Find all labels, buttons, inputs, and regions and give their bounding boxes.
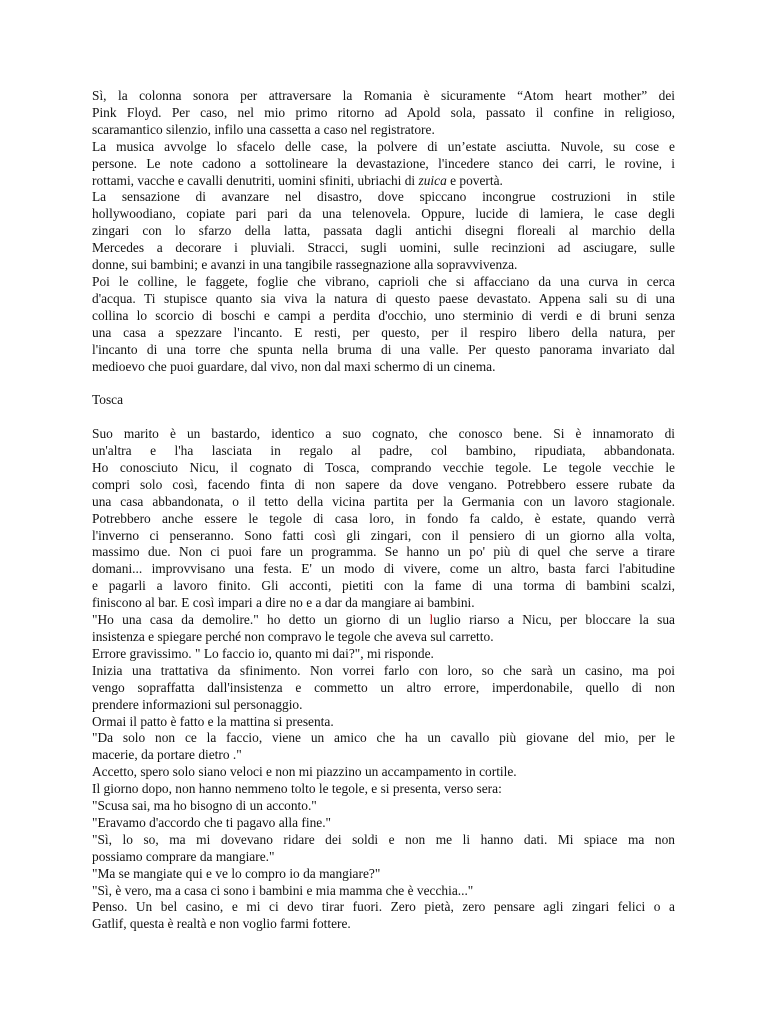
text-line: una casa abbandonata, o il tetto della vicina partita per la Germania con un lavoro stagionale. xyxy=(92,493,675,509)
text-line: Penso. Un bel casino, e mi ci devo tirar fuori. Zero pietà, zero pensare agli zingari felici o a xyxy=(92,899,675,915)
text-line: hollywoodiano, copiate pari pari da una telenovela. Oppure, lucide di lamiera, le case degli xyxy=(92,206,675,222)
text-line: donne, sui bambini; e avanzi in una tangibile rassegnazione alla sopravvivenza. xyxy=(92,257,518,273)
text-line: La musica avvolge lo sfacelo delle case, la polvere di un’estate asciutta. Nuvole, su cose e xyxy=(92,138,675,154)
text-line: possiamo comprare da mangiare." xyxy=(92,848,275,864)
text-line: Mercedes a decorare i pluviali. Stracci, sugli uomini, sulle recinzioni ad asciugare, sulle xyxy=(92,240,675,256)
text-line xyxy=(92,612,675,629)
text-line: scaramantico silenzio, infilo una cassetta a caso nel registratore. xyxy=(92,121,435,137)
text-line: una casa a spezzare l'incanto. E resti, per questo, per il respiro libero della natura, per xyxy=(92,324,675,340)
text-line: "Ma se mangiate qui e ve lo compro io da mangiare?" xyxy=(92,865,381,881)
spacer xyxy=(92,375,675,392)
text-line: Potrebbero anche essere le tegole di casa loro, in fondo fa caldo, è estate, quando verrà xyxy=(92,510,675,526)
text-line: l'inverno ci penseranno. Sono fatti così gli zingari, con il pensiero di un giorno alla volta, xyxy=(92,527,675,543)
text-fragment: e povertà. xyxy=(446,172,503,188)
text-line: macerie, da portare dietro ." xyxy=(92,747,242,763)
italic-word: zuica xyxy=(418,172,447,188)
text-line: d'acqua. Ti stupisce quanto sia viva la natura di questo paese devastato. Appena sali su di una xyxy=(92,290,675,306)
text-line: domani... improvvisano una festa. E' un modo di vivere, come un altro, basta farci l'abitudine xyxy=(92,561,675,577)
text-line: medioevo che puoi guardare, dal vivo, non dal maxi schermo di un cinema. xyxy=(92,358,496,374)
text-line: Ormai il patto è fatto e la mattina si presenta. xyxy=(92,713,334,729)
text-line: Accetto, spero solo siano veloci e non mi piazzino un accampamento in cortile. xyxy=(92,764,517,780)
text-line: Gatlif, questa è realtà e non voglio farmi fottere. xyxy=(92,916,351,932)
text-line: compri solo così, facendo finta di non sapere da dove vengano. Potrebbero essere rubate da xyxy=(92,476,675,492)
text-line: vengo sopraffatta dall'insistenza e commetto un altro errore, imperdonabile, quello di non xyxy=(92,679,675,695)
text-line: Ho conosciuto Nicu, il cognato di Tosca, comprando vecchie tegole. Le tegole vecchie le xyxy=(92,459,675,475)
document-body xyxy=(92,88,675,933)
text-line: "Sì, è vero, ma a casa ci sono i bambini e mia mamma che è vecchia..." xyxy=(92,882,474,898)
text-line: insistenza e spiegare perché non compravo le tegole che aveva sul carretto. xyxy=(92,628,494,644)
text-fragment: rottami, vacche e cavalli denutriti, uomini sfiniti, ubriachi di xyxy=(92,172,419,188)
text-line: Pink Floyd. Per caso, nel mio primo ritorno ad Apold sola, passato il confine in religioso, xyxy=(92,104,675,120)
text-line: Suo marito è un bastardo, identico a suo cognato, che conosco bene. Si è innamorato di xyxy=(92,426,675,442)
text-line: Sì, la colonna sonora per attraversare la Romania è sicuramente “Atom heart mother” dei xyxy=(92,88,675,103)
text-line: "Scusa sai, ma ho bisogno di un acconto." xyxy=(92,798,317,814)
text-line: collina lo scorcio di boschi e campi a perdita d'occhio, uno sterminio di verdi e di bruni senza xyxy=(92,307,675,323)
text-line: l'incanto di una torre che spunta nella bruma di una valle. Per questo panorama invariato dal xyxy=(92,341,675,357)
text-line: Poi le colline, le faggete, foglie che vibrano, caprioli che si affacciano da una curva in cerca xyxy=(92,273,675,289)
text-line: un'altra e l'ha lasciata in regalo al padre, col bambino, ripudiata, abbandonata. xyxy=(92,443,675,458)
text-line: finiscono al bar. E così impari a dire no e a dar da mangiare ai bambini. xyxy=(92,595,475,611)
text-line: "Eravamo d'accordo che ti pagavo alla fine." xyxy=(92,814,332,830)
text-line xyxy=(92,173,675,190)
text-line: "Sì, lo so, ma mi dovevano ridare dei soldi e non me li hanno dati. Mi spiace ma non xyxy=(92,831,675,847)
highlighted-letter: l xyxy=(429,612,434,628)
text-fragment: uglio riarso a Nicu, per bloccare la sua xyxy=(433,612,675,628)
text-line: La sensazione di avanzare nel disastro, dove spiccano incongrue costruzioni in stile xyxy=(92,189,675,205)
text-fragment: "Ho una casa da demolire." ho detto un giorno di un xyxy=(92,612,430,628)
text-line: Inizia una trattativa da sfinimento. Non vorrei farlo con loro, so che sarà un casino, ma poi xyxy=(92,662,675,678)
text-line: prendere informazioni sul personaggio. xyxy=(92,696,303,712)
section-heading: Tosca xyxy=(92,392,124,408)
text-line: persone. Le note cadono a sottolineare la devastazione, l'incedere stanco dei carri, le rovine, i xyxy=(92,155,675,171)
text-line: Il giorno dopo, non hanno nemmeno tolto le tegole, e si presenta, verso sera: xyxy=(92,781,502,797)
text-line: Errore gravissimo. " Lo faccio io, quanto mi dai?", mi risponde. xyxy=(92,645,434,661)
spacer xyxy=(92,409,675,426)
text-line: massimo due. Non ci puoi fare un programma. Se hanno un po' più di quel che serve a tirare xyxy=(92,544,675,560)
text-line: "Da solo non ce la faccio, viene un amico che ha un cavallo più giovane del mio, per le xyxy=(92,730,675,746)
text-line: zingari con lo sfarzo della latta, passata dagli antichi disegni floreali al marchio della xyxy=(92,223,675,239)
text-line: e pagarli a lavoro finito. Gli acconti, pietiti con la fame di una torma di bambini scalzi, xyxy=(92,578,675,594)
